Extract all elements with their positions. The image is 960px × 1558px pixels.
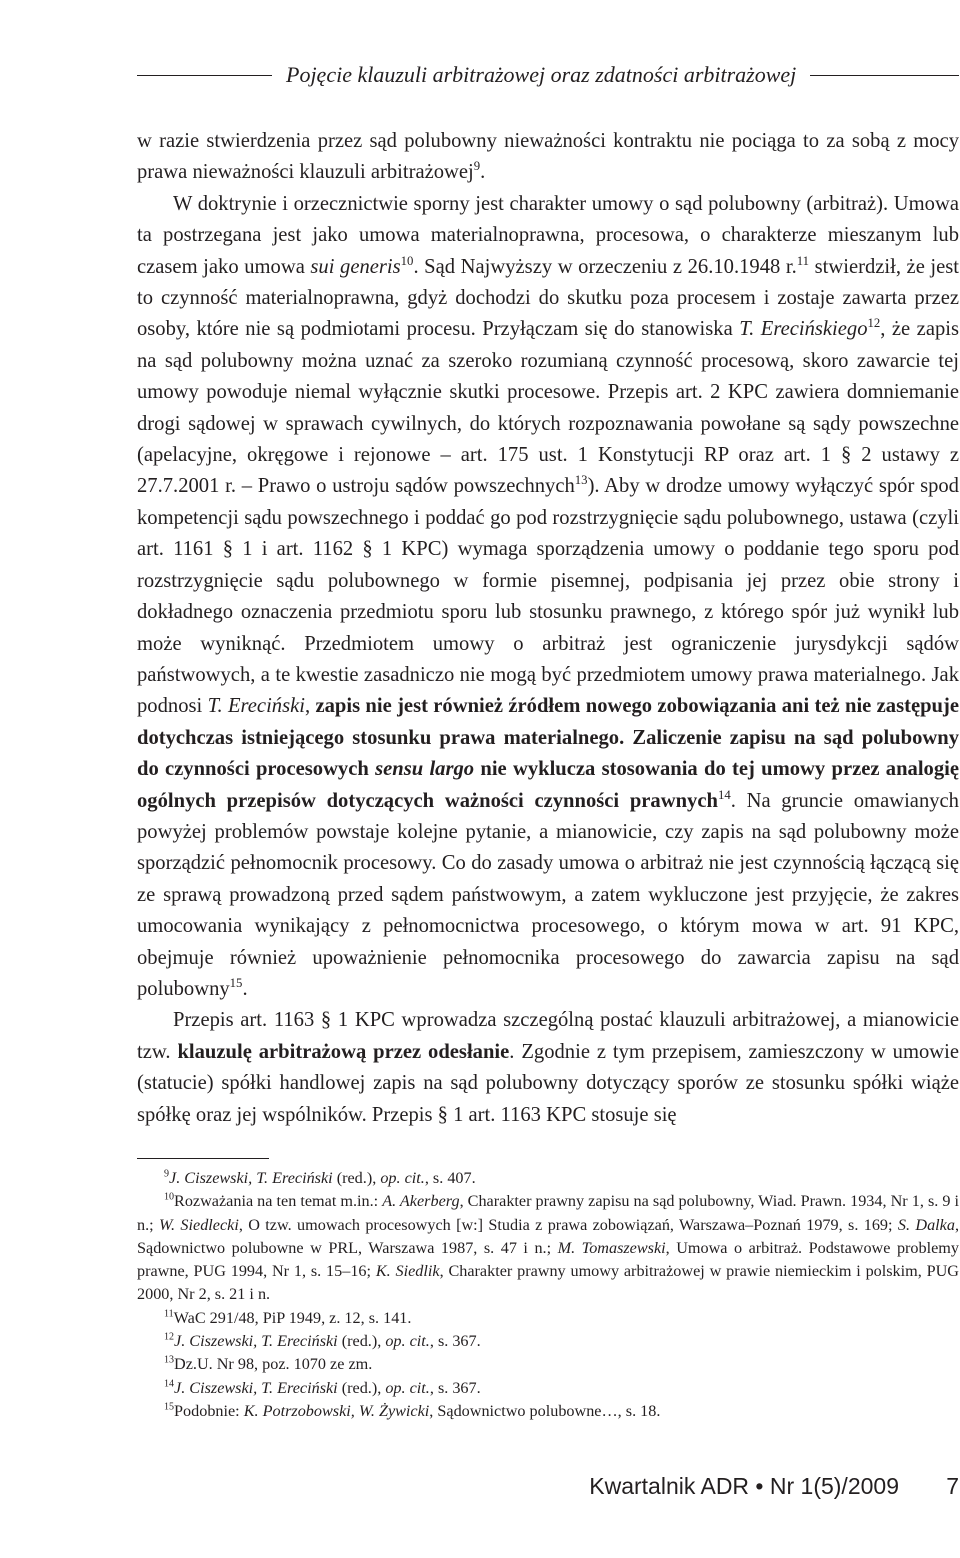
footnote-separator	[137, 1158, 269, 1159]
header-rule-right	[810, 75, 959, 76]
footnote-ref-13: 13	[574, 473, 588, 488]
footnote-ref-10: 10	[400, 253, 414, 268]
footnote-13: $^{13}$Dz.U. Nr 98, poz. 1070 ze zm.	[164, 1354, 373, 1374]
footnote-9: $^9$J. Ciszewski, T. Ereciński (red.), op. cit., s. 407.	[164, 1168, 476, 1187]
footnotes	[137, 1158, 959, 1423]
footnote-15: $^{15}$Podobnie: K. Potrzobowski, W. Żywicki, Sądownictwo polubowne…, s. 18.	[164, 1401, 661, 1420]
footnote-ref-14: 14	[717, 787, 731, 802]
running-header	[137, 60, 959, 90]
footnote-10: $^{10}$Rozważania na ten temat m.in.: A. Akerberg, Charakter prawny zapisu na sąd polubowny, Wiad. Prawn. 1934, Nr 1, s. 9 i n.; W. Siedlecki, O tzw. umowach procesowych [w:] Studia z prawa zobowiązań, Warszawa–Poznań 1979, s. 169; S. Dalka, Sądownictwo polubowne w PRL, Warszawa 1987, s. 47 i n.; M. Tomaszewski, Umowa o arbitraż. Podstawowe problemy prawne, PUG 1994, Nr 1, s. 15–16; K. Siedlik, Charakter prawny umowy arbitrażowej w prawie niemieckim i polskim, PUG 2000, Nr 2, s. 21 i n.	[137, 1191, 960, 1304]
paragraph-2: W doktrynie i orzecznictwie sporny jest charakter umowy o sąd polubowny (arbitraż). Umowa ta postrzegana jest jako umowa materialnoprawna, procesowa, o charakterze mieszanym lub czasem jako umowa sui generis$^{10}$. Sąd Najwyższy w orzeczeniu z 26.10.1948 r.$^{11}$ stwierdził, że jest to czynność materialnoprawna, gdyż dochodzi do skutku poza procesem i zostaje zawarta przez osoby, które nie są podmiotami procesu. Przyłączam się do stanowiska T. Erecińskiego$^{12}$, że zapis na sąd polubowny można uznać za szeroko rozumianą czynność procesową, skoro zawarcie tej umowy powoduje niemal wyłącznie skutki procesowe. Przepis art. 2 KPC zawiera domniemanie drogi sądowej w sprawach cywilnych, do których rozpoznawania powołane są sądy powszechne (apelacyjne, okręgowe i rejonowe – art. 175 ust. 1 Konstytucji RP oraz art. 1 § 2 ustawy z 27.7.2001 r. – Prawo o ustroju sądów powszechnych$^{13}$). Aby w drodze umowy wyłączyć spór spod kompetencji sądu powszechnego i poddać go pod rozstrzygnięcie sądu polubownego, ustawa (czyli art. 1161 § 1 i art. 1162 § 1 KPC) wymaga sporządzenia umowy o poddanie tego sporu pod rozstrzygnięcie sądu polubownego w formie pisemnej, podpisania jej przez obie strony i dokładnego oznaczenia przedmiotu sporu lub stosunku prawnego, z którego spór już wynikł lub może wyniknąć. Przedmiotem umowy o arbitraż jest ograniczenie jurysdykcji sądów państwowych, a te kwestie zasadniczo nie mogą być przedmiotem umowy prawa materialnego. Jak podnosi T. Ereciński, zapis nie jest również źródłem nowego zobowiązania ani też nie zastępuje dotychczas istniejącego stosunku prawa materialnego. Zaliczenie zapisu na sąd polubowny do czynności procesowych sensu largo nie wyklucza stosowania do tej umowy przez analogię ogólnych przepisów dotyczących ważności czynności prawnych$^{14}$. Na gruncie omawianych powyżej problemów powstaje kolejne pytanie, a mianowicie, czy zapis na sąd polubowny może sporządzić pełnomocnik procesowy. Co do zasady umowa o arbitraż nie jest czynnością łączącą się ze sprawą prowadzoną przed sądem państwowym, a zatem wykluczone jest przyjęcie, że zakres umocowania wynikający z pełnomocnictwa procesowego, o którym mowa w art. 91 KPC, obejmuje również upoważnienie pełnomocnika procesowego do zawarcia zapisu na sąd polubowny$^{15}$.	[137, 192, 960, 1000]
footnote-14: $^{14}$J. Ciszewski, T. Ereciński (red.), op. cit., s. 367.	[164, 1378, 481, 1397]
page-footer	[137, 1468, 959, 1504]
footnote-ref-15: 15	[229, 976, 243, 991]
main-text	[137, 126, 959, 1131]
journal-name: Kwartalnik ADR • Nr 1(5)/2009	[589, 1472, 899, 1499]
footnote-ref-9: 9	[473, 159, 481, 174]
footnote-ref-12: 12	[867, 316, 881, 331]
footnote-11: $^{11}$WaC 291/48, PiP 1949, z. 12, s. 141.	[164, 1308, 412, 1327]
footnote-ref-11: 11	[796, 253, 810, 268]
page-number: 7	[946, 1472, 959, 1499]
footnote-12: $^{12}$J. Ciszewski, T. Ereciński (red.), op. cit., s. 367.	[164, 1331, 481, 1351]
running-header-title: Pojęcie klauzuli arbitrażowej oraz zdatności arbitrażowej	[286, 62, 797, 87]
paragraph-1: w razie stwierdzenia przez sąd polubowny nieważności kontraktu nie pociąga to za sobą z mocy prawa nieważności klauzuli arbitrażowej$^9$.	[137, 130, 959, 184]
header-rule-left	[137, 75, 272, 76]
paragraph-3: Przepis art. 1163 § 1 KPC wprowadza szczególną postać klauzuli arbitrażowej, a mianowicie tzw. klauzulę arbitrażową przez odesłanie. Zgodnie z tym przepisem, zamieszczony w umowie (statucie) spółki handlowej zapis na sąd polubowny dotyczący sporów ze stosunku spółki wiąże spółkę oraz jej wspólników. Przepis § 1 art. 1163 KPC stosuje się	[137, 1009, 959, 1126]
